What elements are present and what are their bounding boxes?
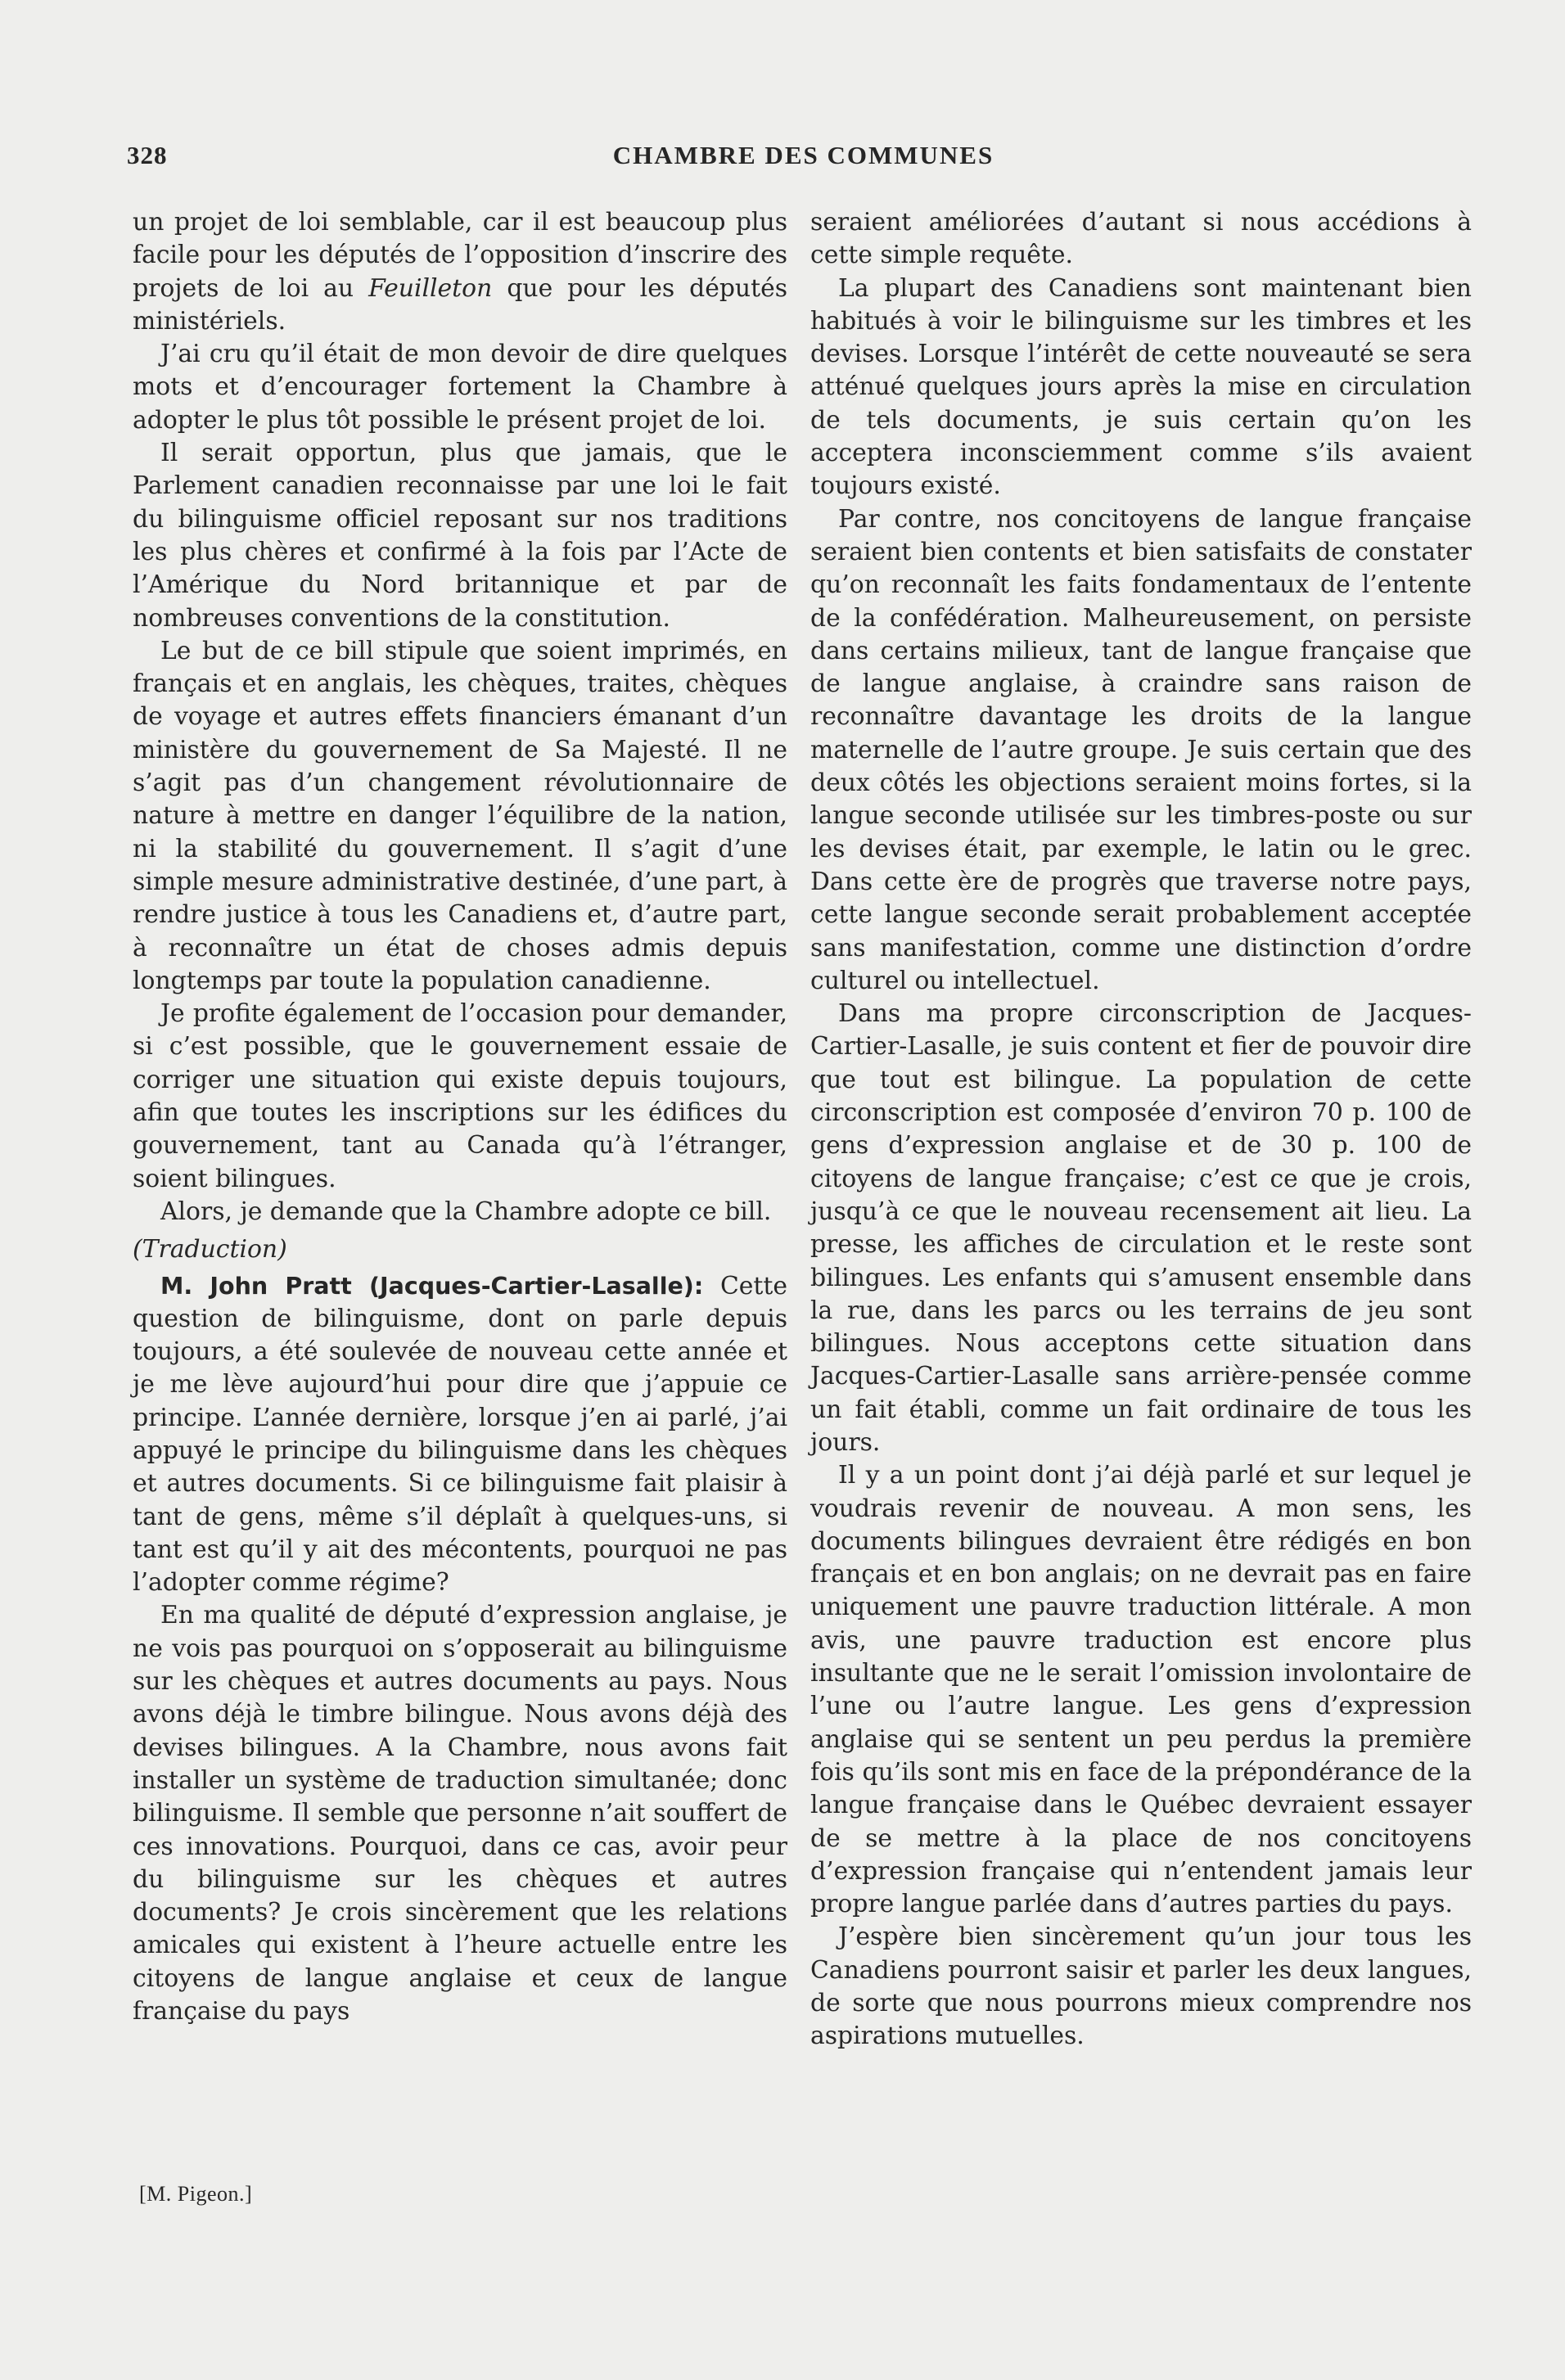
- right-column: [810, 206, 1472, 2053]
- page-number: 328: [127, 141, 168, 169]
- paragraph: [133, 206, 787, 338]
- italic-term: Feuilleton: [368, 273, 493, 303]
- paragraph-text: un projet de loi semblable, car il est beaucoup plus facile pour les députés de l’opposition d’inscrire des projets de loi au: [133, 208, 787, 303]
- paragraph: La plupart des Canadiens sont maintenant bien habitués à voir le bilinguisme sur les timbres et les devises. Lorsque l’intérêt de cette nouveauté se sera atténué quelques jours après la mise en circulation de tels documents, je suis certain qu’on les acceptera inconsciemment comme s’ils avaient toujours existé.: [810, 273, 1472, 501]
- paragraph: J’ai cru qu’il était de mon devoir de dire quelques mots et d’encourager fortement la Chambre à adopter le plus tôt possible le présent projet de loi.: [133, 340, 787, 435]
- paragraph: Dans ma propre circonscription de Jacques-Cartier-Lasalle, je suis content et fier de pouvoir dire que tout est bilingue. La population de cette circonscription est composée d’environ 70 p. 100 de gens d’expression anglaise et de 30 p. 100 de citoyens de langue française; c’est ce que je crois, jusqu’à ce que le nouveau recensement ait lieu. La presse, les affiches de circulation et le reste sont bilingues. Les enfants qui s’amusent ensemble dans la rue, dans les parcs ou les terrains de jeu sont bilingues. Nous acceptons cette situation dans Jacques-Cartier-Lasalle sans arrière-pensée comme un fait établi, comme un fait ordinaire de tous les jours.: [810, 999, 1472, 1457]
- paragraph: En ma qualité de député d’expression anglaise, je ne vois pas pourquoi on s’opposerait au bilinguisme sur les chèques et autres documents au pays. Nous avons déjà le timbre bilingue. Nous avons déjà des devises bilingues. A la Chambre, nous avons fait installer un système de traduction simultanée; donc bilinguisme. Il semble que personne n’ait souffert de ces innovations. Pourquoi, dans ce cas, avoir peur du bilinguisme sur les chèques et autres documents? Je crois sincèrement que les relations amicales qui existent à l’heure actuelle entre les citoyens de langue anglaise et ceux de langue française du pays: [133, 1601, 787, 2026]
- paragraph-text: que pour les députés ministériels.: [133, 273, 787, 336]
- paragraph-text: Cette question de bilinguisme, dont on parle depuis toujours, a été soulevée de nouveau cette année et je me lève aujourd’hui pour dire que j’appuie ce principe. L’année dernière, lorsque j’en ai parlé, j’ai appuyé le principe du bilinguisme dans les chèques et autres documents. Si ce bilinguisme fait plaisir à tant de gens, même s’il déplaît à quelques-uns, si tant est qu’il y ait des mécontents, pourquoi ne pas l’adopter comme régime?: [133, 1271, 787, 1598]
- paragraph: seraient améliorées d’autant si nous accédions à cette simple requête.: [810, 208, 1472, 270]
- paragraph: Il serait opportun, plus que jamais, que le Parlement canadien reconnaisse par une loi le fait du bilinguisme officiel reposant sur nos traditions les plus chères et confirmé à la fois par l’Acte de l’Amérique du Nord britannique et par de nombreuses conventions de la constitution.: [133, 439, 787, 633]
- paragraph: Par contre, nos concitoyens de langue française seraient bien contents et bien satisfaits de constater qu’on reconnaît les faits fondamentaux de l’entente de la confédération. Malheureusement, on persiste dans certains milieux, tant de langue française que de langue anglaise, à craindre sans raison de reconnaître davantage les droits de la langue maternelle de l’autre groupe. Je suis certain que des deux côtés les objections seraient moins fortes, si la langue seconde utilisée sur les timbres-poste ou sur les devises était, par exemple, le latin ou le grec. Dans cette ère de progrès que traverse notre pays, cette langue seconde serait probablement acceptée sans manifestation, comme une distinction d’ordre culturel ou intellectuel.: [810, 504, 1472, 995]
- paragraph: Le but de ce bill stipule que soient imprimés, en français et en anglais, les chèques, traites, chèques de voyage et autres effets financiers émanant d’un ministère du gouvernement de Sa Majesté. Il ne s’agit pas d’un changement révolutionnaire de nature à mettre en danger l’équilibre de la nation, ni la stabilité du gouvernement. Il s’agit d’une simple mesure administrative destinée, d’une part, à rendre justice à tous les Canadiens et, d’autre part, à reconnaître un état de choses admis depuis longtemps par toute la population canadienne.: [133, 636, 787, 995]
- page-header: [127, 141, 1480, 182]
- paragraph: [133, 1270, 787, 1600]
- speaker-name: M. John Pratt (Jacques-Cartier-Lasalle):: [160, 1272, 704, 1300]
- translation-heading: (Traduction): [133, 1235, 287, 1264]
- running-title: CHAMBRE DES COMMUNES: [612, 141, 994, 169]
- paragraph: J’espère bien sincèrement qu’un jour tous les Canadiens pourront saisir et parler les deux langues, de sorte que nous pourrons mieux comprendre nos aspirations mutuelles.: [810, 1922, 1472, 2051]
- paragraph: Il y a un point dont j’ai déjà parlé et sur lequel je voudrais revenir de nouveau. A mon sens, les documents bilingues devraient être rédigés en bon français et en bon anglais; on ne devrait pas en faire uniquement une pauvre traduction littérale. A mon avis, une pauvre traduction est encore plus insultante que ne le serait l’omission involontaire de l’une ou l’autre langue. Les gens d’expression anglaise qui se sentent un peu perdus la première fois qu’ils sont mis en face de la prépondérance de la langue française dans le Québec devraient essayer de se mettre à la place de nos concitoyens d’expression française qui n’entendent jamais leur propre langue parlée dans d’autres parties du pays.: [810, 1461, 1472, 1919]
- speaker-footnote: [M. Pigeon.]: [139, 2182, 253, 2206]
- paragraph: Alors, je demande que la Chambre adopte ce bill.: [160, 1197, 772, 1226]
- left-column: [133, 206, 787, 2028]
- paragraph: Je profite également de l’occasion pour demander, si c’est possible, que le gouvernement essaie de corriger une situation qui existe depuis toujours, afin que toutes les inscriptions sur les édifices du gouvernement, tant au Canada qu’à l’étranger, soient bilingues.: [133, 999, 787, 1193]
